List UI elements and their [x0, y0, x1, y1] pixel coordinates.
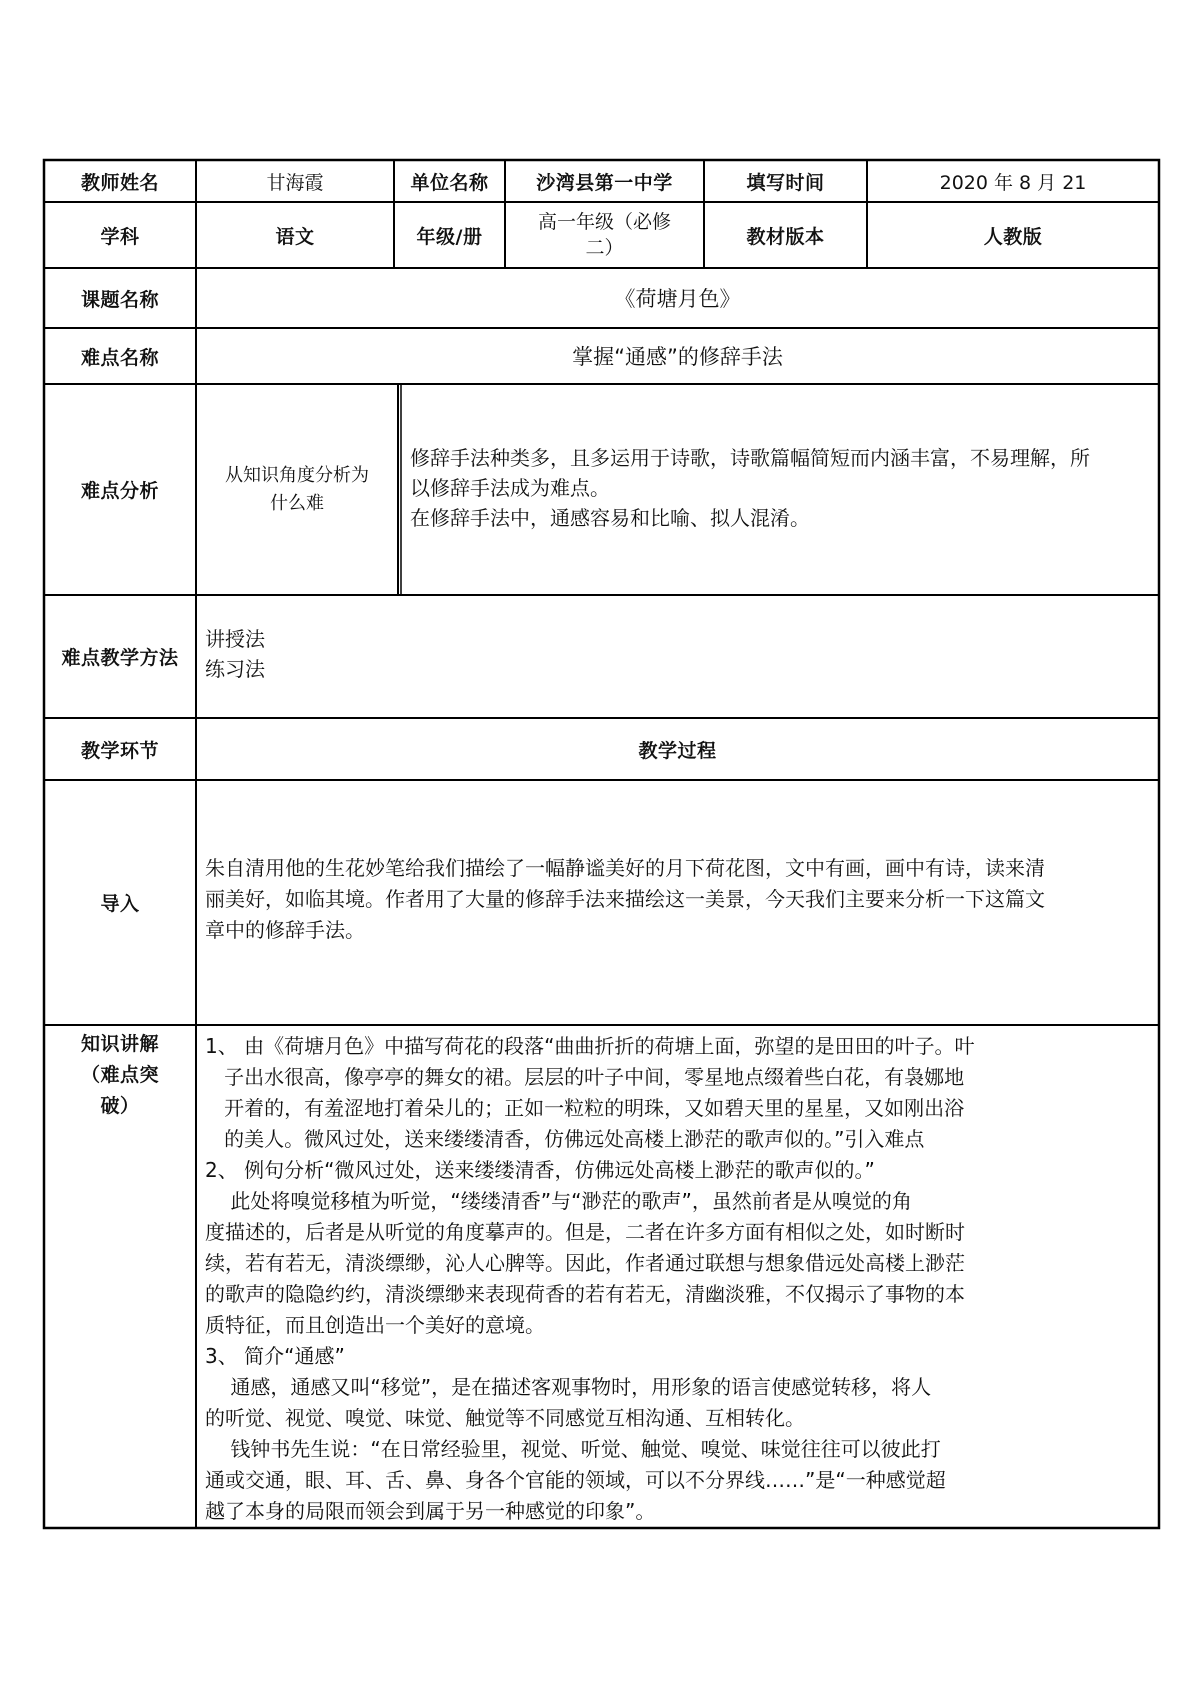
knowledge-line: 钱钟书先生说：“在日常经验里，视觉、听觉、触觉、嗅觉、味觉往往可以彼此打 [205, 1437, 941, 1461]
intro-line: 丽美好，如临其境。作者用了大量的修辞手法来描绘这一美景，今天我们主要来分析一下这篇文 [205, 887, 1045, 911]
topic-label: 课题名称 [80, 288, 159, 311]
knowledge-line: 通感，通感又叫“移觉”，是在描述客观事物时，用形象的语言使感觉转移，将人 [205, 1375, 932, 1399]
grade-value [505, 202, 704, 268]
knowledge-label-line2: （难点突 [80, 1064, 159, 1086]
analysis-line: 以修辞手法成为难点。 [410, 476, 610, 500]
knowledge-line: 3、 简介“通感” [205, 1344, 345, 1368]
fill-date-value: 2020 年 8 月 21 [939, 171, 1087, 194]
knowledge-label-line1: 知识讲解 [80, 1033, 159, 1055]
grade-value-line2: 二） [585, 237, 624, 259]
teacher-name-value: 甘海霞 [266, 171, 324, 194]
method-label: 难点教学方法 [61, 647, 179, 669]
analysis-sub-label-line1: 从知识角度分析为 [225, 464, 369, 486]
knowledge-line: 续，若有若无，清淡缥缈，沁人心脾等。因此，作者通过联想与想象借远处高楼上渺茫 [205, 1251, 965, 1275]
grade-label: 年级/册 [416, 225, 483, 248]
knowledge-line: 此处将嗅觉移植为听觉，“缕缕清香”与“渺茫的歌声”，虽然前者是从嗅觉的角 [205, 1189, 912, 1213]
knowledge-line: 的美人。微风过处，送来缕缕清香，仿佛远处高楼上渺茫的歌声似的。”引入难点 [205, 1127, 925, 1151]
knowledge-line: 2、 例句分析“微风过处，送来缕缕清香，仿佛远处高楼上渺茫的歌声似的。” [205, 1158, 875, 1182]
analysis-sub-label-line2: 什么难 [270, 492, 324, 514]
analysis-sub-label [196, 384, 398, 595]
intro-line: 朱自清用他的生花妙笔给我们描绘了一幅静谧美好的月下荷花图，文中有画，画中有诗，读来清 [205, 856, 1045, 880]
method-item: 讲授法 [205, 627, 265, 651]
teaching-step-label: 教学环节 [80, 739, 159, 762]
knowledge-label-line3: 破） [100, 1095, 140, 1117]
knowledge-line: 1、 由《荷塘月色》中描写荷花的段落“曲曲折折的荷塘上面，弥望的是田田的叶子。叶 [205, 1034, 975, 1058]
knowledge-line: 越了本身的局限而领会到属于另一种感觉的印象”。 [205, 1499, 656, 1523]
difficulty-value: 掌握“通感”的修辞手法 [572, 345, 783, 369]
teacher-name-label: 教师姓名 [80, 171, 159, 194]
intro-label: 导入 [100, 893, 140, 915]
teaching-process-label: 教学过程 [638, 739, 717, 762]
knowledge-line: 子出水很高，像亭亭的舞女的裙。层层的叶子中间，零星地点缀着些白花，有袅娜地 [205, 1065, 965, 1089]
subject-label: 学科 [100, 225, 140, 248]
fill-date-label: 填写时间 [746, 171, 825, 194]
unit-name-label: 单位名称 [410, 171, 489, 194]
knowledge-label [44, 1025, 196, 1135]
knowledge-line: 开着的，有羞涩地打着朵儿的；正如一粒粒的明珠，又如碧天里的星星，又如刚出浴 [205, 1096, 965, 1120]
textbook-value: 人教版 [983, 225, 1043, 248]
method-item: 练习法 [205, 657, 265, 681]
knowledge-line: 度描述的，后者是从听觉的角度摹声的。但是，二者在许多方面有相似之处，如时断时 [205, 1220, 965, 1244]
difficulty-label: 难点名称 [80, 346, 159, 369]
unit-name-value: 沙湾县第一中学 [536, 171, 673, 194]
analysis-line: 在修辞手法中，通感容易和比喻、拟人混淆。 [410, 506, 810, 530]
topic-value: 《荷塘月色》 [614, 287, 741, 311]
knowledge-line: 质特征，而且创造出一个美好的意境。 [205, 1313, 545, 1337]
analysis-label: 难点分析 [80, 480, 159, 502]
knowledge-line: 的歌声的隐隐约约，清淡缥缈来表现荷香的若有若无，清幽淡雅，不仅揭示了事物的本 [205, 1282, 965, 1306]
knowledge-line: 的听觉、视觉、嗅觉、味觉、触觉等不同感觉互相沟通、互相转化。 [205, 1406, 805, 1430]
knowledge-line: 通或交通，眼、耳、舌、鼻、身各个官能的领域，可以不分界线……”是“一种感觉超 [205, 1468, 946, 1492]
intro-line: 章中的修辞手法。 [205, 918, 365, 942]
subject-value: 语文 [275, 225, 315, 248]
analysis-line: 修辞手法种类多，且多运用于诗歌，诗歌篇幅简短而内涵丰富，不易理解，所 [410, 446, 1090, 470]
textbook-label: 教材版本 [746, 225, 825, 248]
grade-value-line1: 高一年级（必修 [537, 211, 671, 233]
